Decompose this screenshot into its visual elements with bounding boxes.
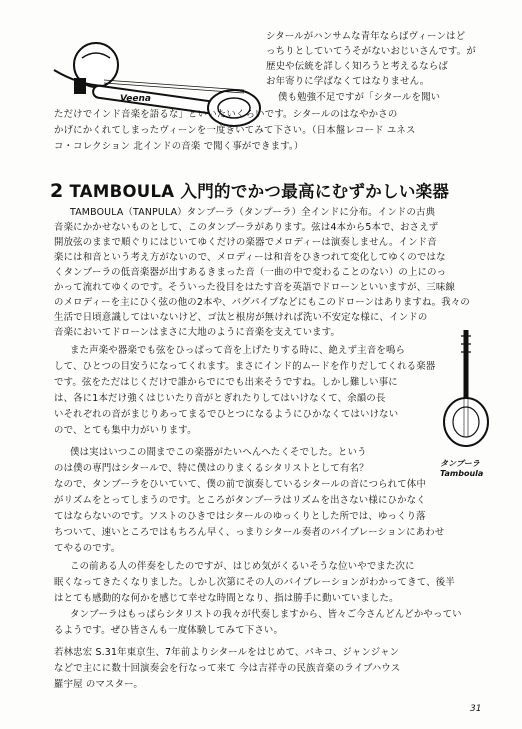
- body-line: です。弦をただはじくだけで誰からでにでも出来そうですね。しかし難しい事に: [54, 377, 398, 388]
- body-line: てはならないのです。ソストのひきではシタールのゆっくりとした所では、ゆっくり落: [54, 511, 426, 522]
- body-line: この前ある人の伴奏をしたのですが、はじめ気がくるいそうな位いやでまた次に: [70, 561, 415, 572]
- body-line: るようです。ぜひ皆さんも一度体験してみて下さい。: [54, 625, 284, 636]
- body-line: はとても感動的な何かを感じて幸せな時間となり、指は勝手に動いていました。: [54, 593, 399, 604]
- body-line: して、ひとつの目安うになってくれます。まさにインド的ムードを作りだしてくれる楽器: [54, 361, 436, 372]
- body-line: てやるのです。: [54, 543, 121, 554]
- intro-line: っちりとしていてうそがないおじいさんです。が: [266, 46, 476, 57]
- page-number: 31: [470, 704, 482, 714]
- intro-line: 歴史や伝統を詳しく知ろうと考えるならば: [266, 61, 448, 72]
- section-title: TAMBOULA 入門的でかつ最高にむずかしい楽器: [69, 182, 450, 201]
- body-line: は、各に1本だけ強くはじいたり音がとぎれたりしてはいけなくて、余韻の長: [54, 393, 386, 404]
- intro-line: シタールがハンサムな青年ならばヴィーンはど: [266, 31, 466, 42]
- bio-line: などで主にに数十回演奏会を行なって来て 今は吉祥寺の民族音楽のライブハウス: [54, 663, 401, 674]
- body-line: 音楽においてドローンはまさに大地のように音楽を支えています。: [54, 327, 341, 338]
- bio-line: 羅宇屋 のマスター。: [54, 679, 143, 690]
- body-line: のメロディーを主にひく弦の他の2本や、バグパイプなどにもこのドローンはありますね。我々の: [54, 297, 470, 308]
- section-heading: [50, 178, 480, 202]
- intro-line: かげにかくれてしまったヴィーンを一度きいてみて下さい。（日本盤レコード ユネス: [54, 125, 416, 136]
- body-line: ちついて、速いところではもちろん早く、っまりシタール奏者のバイブレーションにあわせ: [54, 527, 445, 538]
- body-line: くタンブーラの低音楽器が出すあるきまった音（一曲の中で変わることのない）の上にのっ: [54, 267, 447, 278]
- intro-line: お年寄りに学ばなくてはなりません。: [266, 76, 430, 87]
- body-line: ので、とても集中力がいります。: [54, 425, 197, 436]
- tamboula-illustration: [436, 326, 496, 456]
- body-line: 眠くなってきたくなりました。しかし次第にその人のバイブレーションがわかってきて、後半: [54, 577, 455, 588]
- intro-line: ただけでインド音楽を語るな」といいたいくらいです。シタールのはなやかさの: [54, 109, 398, 120]
- intro-line: コ・コレクション 北インドの音楽 で聞く事ができます。）: [54, 141, 304, 152]
- body-line: 僕は実はいつこの間までこの楽器がたいへんへたくそでした。という: [70, 447, 367, 458]
- tamboula-caption: タンブーラ Tamboula: [440, 459, 484, 478]
- veena-caption: Veena: [120, 94, 151, 104]
- body-line: 開放弦のままで順ぐりにはじいてゆくだけの楽器でメロディーは演奏しません。インド音: [54, 237, 437, 248]
- body-line: かって流れてゆくのです。そういった役目をはたす音を英語でドローンといいますが、三味線: [54, 282, 456, 293]
- intro-line: 僕も勉強不足ですが「シタールを聞い: [278, 92, 441, 103]
- body-line: なので、タンブーラをひいていて、僕の前で演奏しているシタールの音につられて体中: [54, 479, 427, 490]
- body-line: タンブーラはもっぱらシタリストの我々が代奏しますから、皆々ご今さんどんどかやってい: [70, 609, 462, 620]
- body-line: 音楽にかかせないものとして、このタンブーラがあります。弦は4本から5本で、おさえず: [54, 222, 439, 233]
- body-line: のは僕の専門はシタールで、特に僕はのりまくるシタリストとして有名？: [54, 463, 369, 474]
- bio-line: 若林忠宏 S.31年東京生、7年前よりシタールをはじめて、パキコ、ジャンジャン: [54, 647, 400, 658]
- body-line: TAMBOULA（TANPULA）タンブーラ（タンプーラ）全インドに分布。インドの古典: [70, 207, 436, 218]
- body-line: いそれぞれの音がまじりあってまるでひとつになるようにひかなくてはいけない: [54, 409, 399, 420]
- body-line: 楽には和音という考え方がないので、メロディーは和音をひきつれて変化してゆくのではな: [54, 252, 446, 263]
- body-line: また声楽や器楽でも弦をひっぱって音を上げたりする時に、絶えず主音を鳴ら: [70, 345, 406, 356]
- body-line: 生活で日頃意識してはいないけど、ゴ汰と根房が無ければ洗い不安定な様に、インドの: [54, 312, 428, 323]
- body-line: がリズムをとってしまうのです。ところがタンブーラはリズムを出さない様にひかなく: [54, 495, 426, 506]
- section-number: 2: [50, 180, 64, 202]
